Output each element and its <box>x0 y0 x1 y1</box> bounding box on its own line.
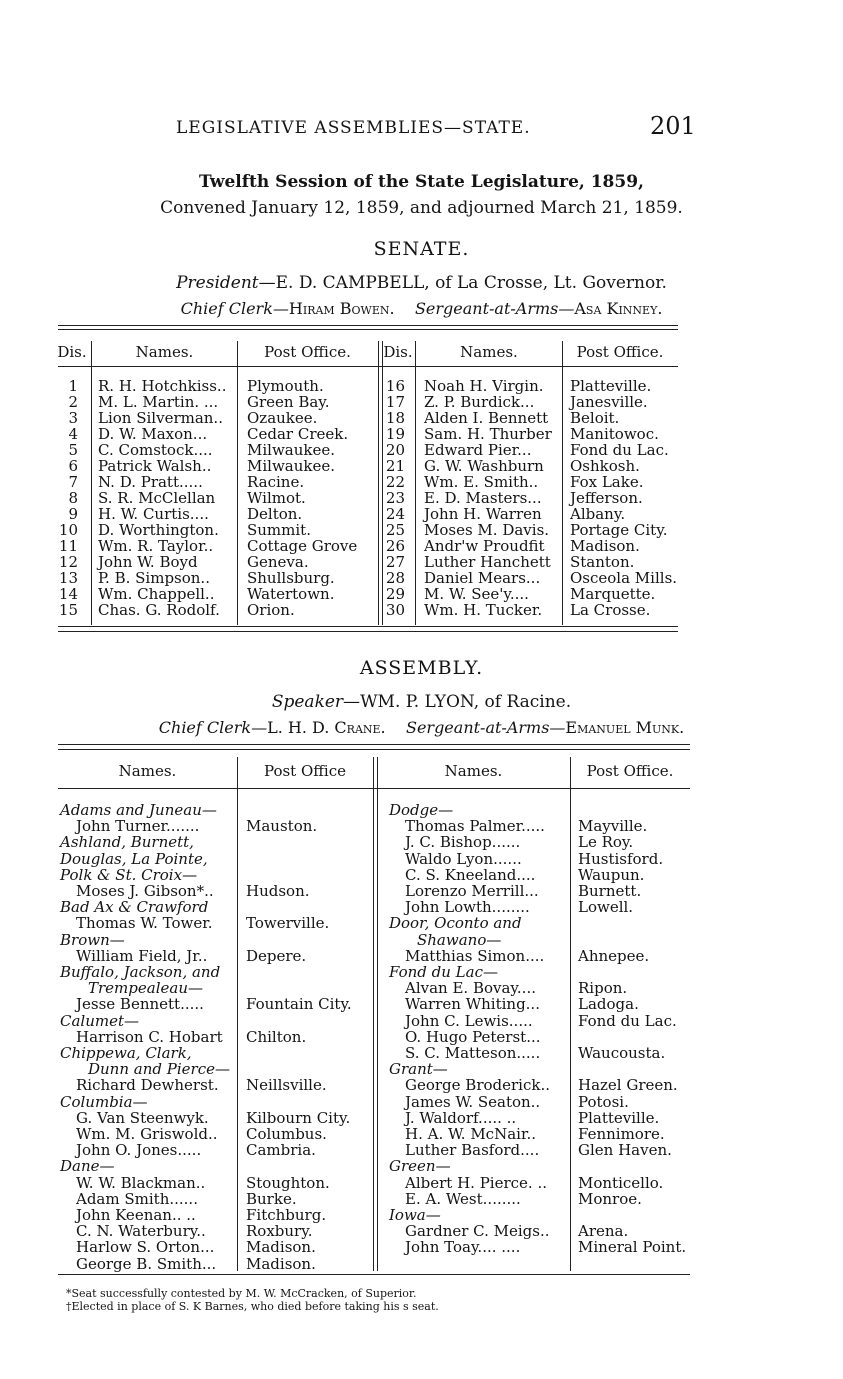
senate-member-name: R. H. Hotchkiss.. <box>98 377 227 395</box>
senate-post-office: Ozaukee. <box>247 409 318 427</box>
assembly-member-name: G. Van Steenwyk. <box>76 1109 209 1127</box>
county-heading: Shawano— <box>417 931 502 949</box>
senate-president <box>0 273 843 293</box>
senate-member-name: H. W. Curtis.... <box>98 505 209 523</box>
senate-district-number: 25 <box>385 521 405 539</box>
assembly-member-name: H. A. W. McNair.. <box>405 1125 537 1143</box>
senate-col-names: Names. <box>135 343 194 361</box>
assembly-member-name: John Toay.... .... <box>405 1238 521 1256</box>
senate-district-number: 29 <box>385 585 405 603</box>
assembly-post-office: Lowell. <box>578 898 634 916</box>
county-heading: Door, Oconto and <box>389 914 522 932</box>
assembly-member-name: Richard Dewherst. <box>76 1076 219 1094</box>
assembly-post-office: Le Roy. <box>578 833 634 851</box>
senate-district-number: 22 <box>385 473 405 491</box>
assembly-post-office: Ladoga. <box>578 995 639 1013</box>
assembly-vline <box>570 757 571 1271</box>
assembly-member-name: William Field, Jr.. <box>76 947 208 965</box>
senate-post-office: Cottage Grove <box>247 537 358 555</box>
senate-member-name: D. Worthington. <box>98 521 219 539</box>
assembly-member-name: John Turner....... <box>76 817 200 835</box>
senate-member-name: E. D. Masters... <box>424 489 542 507</box>
assembly-post-office: Depere. <box>246 947 307 965</box>
assembly-member-name: S. C. Matteson..... <box>405 1044 541 1062</box>
assembly-post-office: Mineral Point. <box>578 1238 687 1256</box>
senate-post-office: Jefferson. <box>570 489 643 507</box>
senate-post-office: Beloit. <box>570 409 620 427</box>
assembly-member-name: Waldo Lyon...... <box>405 850 522 868</box>
chief-clerk-label: Chief Clerk— <box>180 299 289 318</box>
senate-district-number: 9 <box>68 505 78 523</box>
assembly-member-name: Alvan E. Bovay.... <box>405 979 536 997</box>
assembly-member-name: James W. Seaton.. <box>405 1093 541 1111</box>
senate-member-name: P. B. Simpson.. <box>98 569 210 587</box>
assembly-post-office: Stoughton. <box>246 1174 330 1192</box>
senate-post-office: Watertown. <box>247 585 335 603</box>
county-heading: Adams and Juneau— <box>60 801 217 819</box>
senate-post-office: Delton. <box>247 505 303 523</box>
assembly-vline <box>373 757 374 1271</box>
assembly-post-office: Fennimore. <box>578 1125 665 1143</box>
session-title: Twelfth Session of the State Legislature, 1859, <box>199 172 644 192</box>
senate-post-office: Green Bay. <box>247 393 330 411</box>
senate-table-top-rule <box>58 325 678 326</box>
assembly-member-name: Warren Whiting... <box>405 995 540 1013</box>
senate-district-number: 2 <box>68 393 78 411</box>
senate-district-number: 18 <box>385 409 405 427</box>
senate-post-office: Milwaukee. <box>247 441 336 459</box>
senate-post-office: Oshkosh. <box>570 457 640 475</box>
sergeant-label: Sergeant-at-Arms— <box>405 718 566 737</box>
senate-col-names: Names. <box>460 343 518 361</box>
county-heading: Calumet— <box>60 1012 140 1030</box>
assembly-post-office: Hustisford. <box>578 850 664 868</box>
speaker-text: WM. P. LYON, of Racine. <box>360 692 572 712</box>
speaker-label: Speaker— <box>271 692 361 712</box>
assembly-col-names: Names. <box>118 762 177 780</box>
assembly-member-name: Gardner C. Meigs.. <box>405 1222 550 1240</box>
assembly-post-office: Roxbury. <box>246 1222 313 1240</box>
footnote-elected: †Elected in place of S. K Barnes, who died before taking his s seat. <box>66 1300 439 1313</box>
senate-post-office: Stanton. <box>570 553 635 571</box>
assembly-member-name: Wm. M. Griswold.. <box>76 1125 218 1143</box>
senate-table-top-rule-2 <box>58 329 678 330</box>
assembly-member-name: John C. Lewis..... <box>405 1012 533 1030</box>
senate-post-office: Albany. <box>570 505 626 523</box>
senate-district-number: 4 <box>68 425 78 443</box>
senate-post-office: Summit. <box>247 521 311 539</box>
assembly-post-office: Monroe. <box>578 1190 642 1208</box>
assembly-post-office: Burke. <box>246 1190 297 1208</box>
assembly-member-name: W. W. Blackman.. <box>76 1174 206 1192</box>
president-label: President— <box>176 273 276 293</box>
assembly-member-name: George Broderick.. <box>405 1076 551 1094</box>
president-text: E. D. CAMPBELL, of La Crosse, Lt. Governor. <box>275 273 667 293</box>
assembly-heading: ASSEMBLY. <box>359 657 484 679</box>
assembly-speaker <box>0 692 843 712</box>
senate-district-number: 14 <box>58 585 78 603</box>
senate-member-name: S. R. McClellan <box>98 489 216 507</box>
sergeant-name: Emanuel Munk. <box>565 718 685 737</box>
senate-post-office: Shullsburg. <box>247 569 335 587</box>
senate-member-name: Z. P. Burdick... <box>424 393 535 411</box>
senate-member-name: Sam. H. Thurber <box>424 425 552 443</box>
senate-member-name: Moses M. Davis. <box>424 521 550 539</box>
assembly-post-office: Potosi. <box>578 1093 629 1111</box>
senate-district-number: 13 <box>58 569 78 587</box>
assembly-col-post-office: Post Office <box>263 762 347 780</box>
senate-vline <box>237 341 238 625</box>
assembly-member-name: Harrison C. Hobart <box>76 1028 223 1046</box>
assembly-member-name: Matthias Simon.... <box>405 947 545 965</box>
senate-district-number: 7 <box>68 473 78 491</box>
senate-header-rule <box>58 366 678 367</box>
senate-member-name: Lion Silverman.. <box>98 409 223 427</box>
county-heading: Polk & St. Croix— <box>60 866 198 884</box>
assembly-member-name: J. C. Bishop...... <box>405 833 521 851</box>
senate-post-office: Fond du Lac. <box>570 441 669 459</box>
senate-member-name: C. Comstock.... <box>98 441 213 459</box>
senate-district-number: 11 <box>58 537 78 555</box>
county-heading: Fond du Lac— <box>389 963 498 981</box>
chief-clerk-name: Hiram Bowen. <box>288 299 395 318</box>
senate-post-office: Cedar Creek. <box>247 425 349 443</box>
assembly-member-name: Thomas W. Tower. <box>76 914 213 932</box>
sergeant-name: Asa Kinney. <box>574 299 663 318</box>
assembly-member-name: O. Hugo Peterst... <box>405 1028 541 1046</box>
senate-member-name: Andr'w Proudfit <box>424 537 545 555</box>
senate-vline <box>382 341 383 625</box>
county-heading: Dodge— <box>389 801 454 819</box>
senate-post-office: Janesville. <box>570 393 648 411</box>
senate-member-name: Wm. H. Tucker. <box>424 601 543 619</box>
senate-col-post-office: Post Office. <box>576 343 664 361</box>
senate-member-name: M. L. Martin. ... <box>98 393 219 411</box>
senate-member-name: Alden I. Bennett <box>424 409 549 427</box>
county-heading: Buffalo, Jackson, and <box>60 963 221 981</box>
session-dates: Convened January 12, 1859, and adjourned March 21, 1859. <box>160 198 683 218</box>
county-heading: Green— <box>389 1157 451 1175</box>
assembly-post-office: Madison. <box>246 1238 316 1256</box>
senate-district-number: 10 <box>58 521 78 539</box>
county-heading: Grant— <box>389 1060 448 1078</box>
senate-member-name: Chas. G. Rodolf. <box>98 601 220 619</box>
assembly-member-name: E. A. West........ <box>405 1190 521 1208</box>
assembly-member-name: Adam Smith...... <box>76 1190 198 1208</box>
senate-post-office: Platteville. <box>570 377 652 395</box>
assembly-table-top-rule-2 <box>58 749 690 750</box>
assembly-post-office: Glen Haven. <box>578 1141 672 1159</box>
senate-member-name: G. W. Washburn <box>424 457 544 475</box>
assembly-member-name: George B. Smith... <box>76 1255 217 1273</box>
senate-district-number: 23 <box>385 489 405 507</box>
senate-vline <box>562 341 563 625</box>
senate-member-name: John W. Boyd <box>98 553 198 571</box>
senate-district-number: 26 <box>385 537 405 555</box>
assembly-header-rule <box>58 788 690 789</box>
senate-member-name: Wm. R. Taylor.. <box>98 537 214 555</box>
senate-post-office: Portage City. <box>570 521 668 539</box>
assembly-member-name: J. Waldorf..... .. <box>405 1109 517 1127</box>
senate-heading: SENATE. <box>373 238 470 260</box>
footnote-contested: *Seat successfully contested by M. W. McCracken, of Superior. <box>66 1287 417 1300</box>
senate-post-office: Milwaukee. <box>247 457 336 475</box>
senate-district-number: 17 <box>385 393 405 411</box>
sergeant-label: Sergeant-at-Arms— <box>414 299 575 318</box>
chief-clerk-name: L. H. D. Crane. <box>267 718 386 737</box>
senate-officers <box>0 299 843 318</box>
assembly-post-office: Fitchburg. <box>246 1206 327 1224</box>
senate-vline <box>378 341 379 625</box>
assembly-col-post-office: Post Office. <box>586 762 674 780</box>
senate-member-name: Wm. Chappell.. <box>98 585 215 603</box>
assembly-vline <box>377 757 378 1271</box>
senate-member-name: M. W. See'y.... <box>424 585 529 603</box>
senate-member-name: N. D. Pratt..... <box>98 473 203 491</box>
senate-district-number: 5 <box>68 441 78 459</box>
assembly-post-office: Ahnepee. <box>578 947 650 965</box>
senate-member-name: Patrick Walsh.. <box>98 457 212 475</box>
chief-clerk-label: Chief Clerk— <box>158 718 268 737</box>
senate-district-number: 19 <box>385 425 405 443</box>
senate-post-office: Osceola Mills. <box>570 569 678 587</box>
senate-district-number: 24 <box>385 505 405 523</box>
senate-district-number: 28 <box>385 569 405 587</box>
assembly-post-office: Neillsville. <box>246 1076 327 1094</box>
senate-district-number: 27 <box>385 553 405 571</box>
senate-vline <box>91 341 92 625</box>
assembly-table-top-rule <box>58 744 690 745</box>
assembly-post-office: Fond du Lac. <box>578 1012 677 1030</box>
assembly-post-office: Mauston. <box>246 817 318 835</box>
assembly-member-name: Jesse Bennett..... <box>76 995 204 1013</box>
assembly-post-office: Burnett. <box>578 882 642 900</box>
senate-post-office: Fox Lake. <box>570 473 644 491</box>
senate-post-office: Orion. <box>247 601 295 619</box>
senate-district-number: 30 <box>385 601 405 619</box>
senate-district-number: 8 <box>68 489 78 507</box>
senate-post-office: Plymouth. <box>247 377 324 395</box>
assembly-member-name: Thomas Palmer..... <box>405 817 545 835</box>
assembly-member-name: Luther Basford.... <box>405 1141 540 1159</box>
assembly-member-name: C. N. Waterbury.. <box>76 1222 206 1240</box>
senate-table-bottom-rule-2 <box>58 631 678 632</box>
county-heading: Chippewa, Clark, <box>60 1044 192 1062</box>
senate-col-dis: Dis. <box>383 343 413 361</box>
assembly-post-office: Waupun. <box>578 866 645 884</box>
county-heading: Dane— <box>60 1157 115 1175</box>
assembly-post-office: Hazel Green. <box>578 1076 678 1094</box>
senate-district-number: 1 <box>68 377 78 395</box>
assembly-post-office: Mayville. <box>578 817 648 835</box>
county-heading: Dunn and Pierce— <box>88 1060 230 1078</box>
assembly-member-name: Harlow S. Orton... <box>76 1238 215 1256</box>
senate-post-office: Marquette. <box>570 585 656 603</box>
senate-member-name: Daniel Mears... <box>424 569 541 587</box>
assembly-post-office: Monticello. <box>578 1174 664 1192</box>
senate-district-number: 15 <box>58 601 78 619</box>
senate-col-dis: Dis. <box>57 343 87 361</box>
senate-post-office: Racine. <box>247 473 305 491</box>
assembly-member-name: Lorenzo Merrill... <box>405 882 539 900</box>
county-heading: Iowa— <box>389 1206 441 1224</box>
county-heading: Columbia— <box>60 1093 148 1111</box>
assembly-post-office: Columbus. <box>246 1125 327 1143</box>
senate-member-name: Noah H. Virgin. <box>424 377 544 395</box>
page-number: 201 <box>650 112 696 140</box>
assembly-member-name: John O. Jones..... <box>76 1141 202 1159</box>
assembly-post-office: Hudson. <box>246 882 310 900</box>
assembly-member-name: C. S. Kneeland.... <box>405 866 536 884</box>
running-header: LEGISLATIVE ASSEMBLIES—STATE. <box>176 118 531 138</box>
assembly-post-office: Kilbourn City. <box>246 1109 351 1127</box>
assembly-post-office: Towerville. <box>246 914 330 932</box>
senate-post-office: Manitowoc. <box>570 425 659 443</box>
senate-vline <box>415 341 416 625</box>
assembly-post-office: Arena. <box>578 1222 629 1240</box>
county-heading: Douglas, La Pointe, <box>60 850 208 868</box>
county-heading: Brown— <box>60 931 125 949</box>
assembly-member-name: Albert H. Pierce. .. <box>405 1174 547 1192</box>
senate-district-number: 6 <box>68 457 78 475</box>
assembly-member-name: John Lowth........ <box>405 898 530 916</box>
county-heading: Bad Ax & Crawford <box>60 898 209 916</box>
senate-member-name: Wm. E. Smith.. <box>424 473 539 491</box>
senate-member-name: D. W. Maxon... <box>98 425 208 443</box>
senate-district-number: 12 <box>58 553 78 571</box>
senate-post-office: Geneva. <box>247 553 309 571</box>
senate-table-bottom-rule <box>58 626 678 627</box>
assembly-post-office: Platteville. <box>578 1109 660 1127</box>
assembly-vline <box>237 757 238 1271</box>
senate-post-office: La Crosse. <box>570 601 651 619</box>
senate-district-number: 20 <box>385 441 405 459</box>
senate-post-office: Wilmot. <box>247 489 306 507</box>
assembly-post-office: Ripon. <box>578 979 628 997</box>
senate-district-number: 16 <box>385 377 405 395</box>
senate-member-name: Edward Pier... <box>424 441 532 459</box>
county-heading: Trempealeau— <box>88 979 203 997</box>
senate-member-name: John H. Warren <box>424 505 542 523</box>
senate-member-name: Luther Hanchett <box>424 553 551 571</box>
assembly-post-office: Fountain City. <box>246 995 352 1013</box>
assembly-post-office: Cambria. <box>246 1141 316 1159</box>
assembly-member-name: John Keenan.. .. <box>76 1206 196 1224</box>
senate-district-number: 21 <box>385 457 405 475</box>
county-heading: Ashland, Burnett, <box>60 833 194 851</box>
senate-district-number: 3 <box>68 409 78 427</box>
senate-col-post-office: Post Office. <box>264 343 351 361</box>
assembly-post-office: Madison. <box>246 1255 316 1273</box>
assembly-member-name: Moses J. Gibson*.. <box>76 882 214 900</box>
assembly-col-names: Names. <box>444 762 503 780</box>
assembly-post-office: Waucousta. <box>578 1044 666 1062</box>
assembly-table-bottom-rule <box>58 1274 690 1275</box>
assembly-officers <box>0 718 843 737</box>
senate-post-office: Madison. <box>570 537 640 555</box>
assembly-post-office: Chilton. <box>246 1028 307 1046</box>
